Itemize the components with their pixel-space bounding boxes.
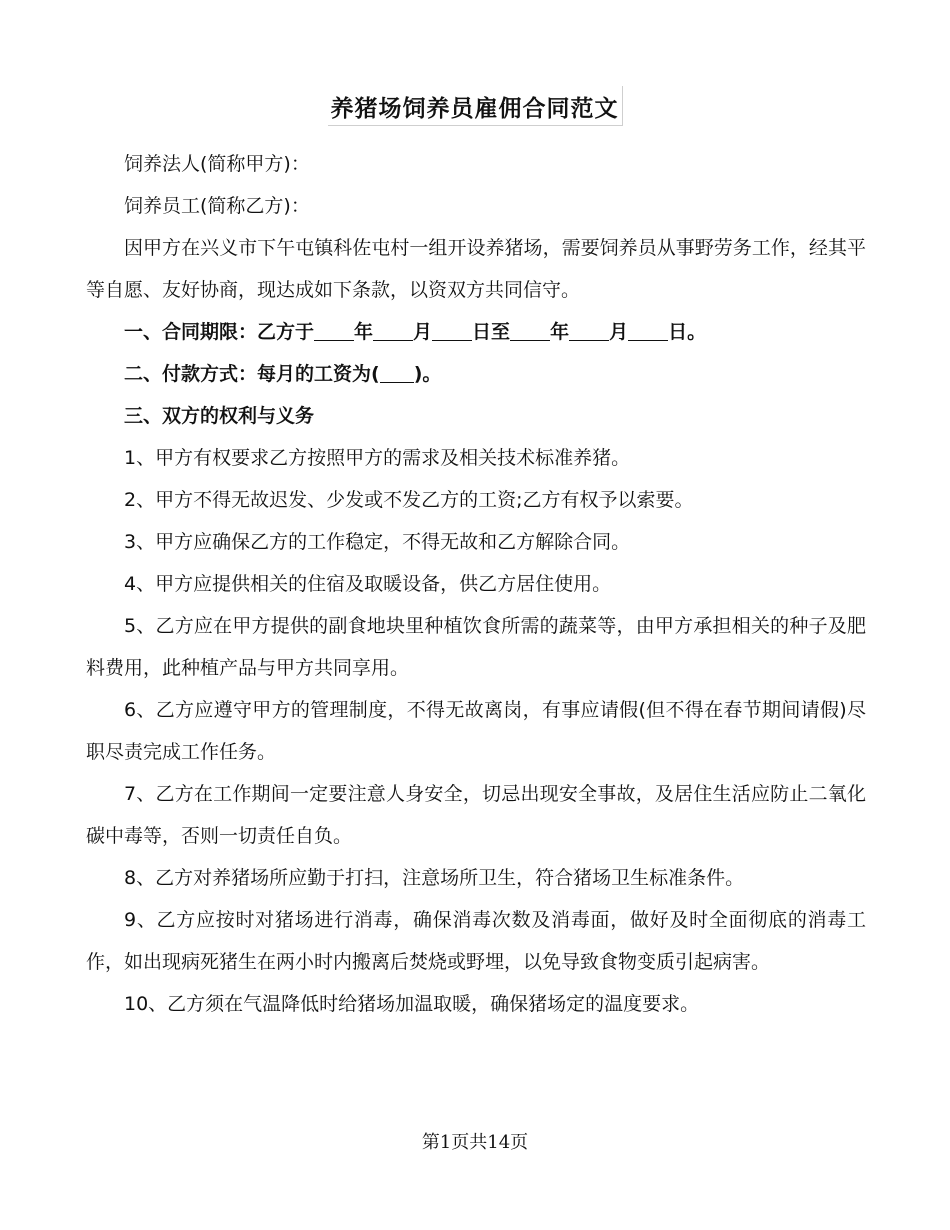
- clause-3: 3、甲方应确保乙方的工作稳定，不得无故和乙方解除合同。: [124, 531, 631, 553]
- document-title: 养猪场饲养员雇佣合同范文: [328, 86, 623, 126]
- blank-start-year: [314, 321, 354, 341]
- title-container: [0, 86, 950, 126]
- party-a-line: 饲养法人(简称甲方)：: [124, 153, 310, 175]
- blank-end-month: [569, 321, 609, 341]
- clause-6: 6、乙方应遵守甲方的管理制度，不得无故离岗，有事应请假(但不得在春节期间请假)尽职尽责完成工作任务。: [86, 699, 866, 763]
- clause-4: 4、甲方应提供相关的住宿及取暖设备，供乙方居住使用。: [124, 573, 612, 595]
- page-indicator: 第1页共14页: [421, 1132, 529, 1153]
- section-contract-term: [86, 311, 866, 353]
- party-b-line: 饲养员工(简称乙方)：: [124, 195, 310, 217]
- clause-5: 5、乙方应在甲方提供的副食地块里种植饮食所需的蔬菜等，由甲方承担相关的种子及肥料费用，此种植产品与甲方共同享用。: [86, 615, 866, 679]
- start-day-label: 日至: [472, 321, 511, 343]
- clause-10: 10、乙方须在气温降低时给猪场加温取暖，确保猪场定的温度要求。: [124, 993, 700, 1015]
- blank-start-month: [373, 321, 413, 341]
- document-body: [86, 143, 866, 1025]
- end-year-label: 年: [550, 321, 570, 343]
- contract-term-prefix: 一、合同期限：乙方于: [124, 321, 315, 343]
- clause-1: 1、甲方有权要求乙方按照甲方的需求及相关技术标准养猪。: [124, 447, 631, 469]
- start-year-label: 年: [354, 321, 374, 343]
- blank-start-day: [432, 321, 472, 341]
- blank-end-day: [628, 321, 668, 341]
- clause-2: 2、甲方不得无故迟发、少发或不发乙方的工资;乙方有权予以索要。: [124, 489, 694, 511]
- page-footer: [0, 1128, 950, 1154]
- blank-end-year: [510, 321, 550, 341]
- section-payment: [86, 353, 866, 395]
- start-month-label: 月: [413, 321, 433, 343]
- blank-salary: [380, 363, 414, 383]
- end-month-label: 月: [609, 321, 629, 343]
- payment-suffix: )。: [413, 363, 442, 385]
- clause-8: 8、乙方对养猪场所应勤于打扫，注意场所卫生，符合猪场卫生标准条件。: [124, 867, 745, 889]
- section-rights-title: 三、双方的权利与义务: [124, 405, 315, 427]
- intro-paragraph: 因甲方在兴义市下午屯镇科佐屯村一组开设养猪场，需要饲养员从事野劳务工作，经其平等自愿、友好协商，现达成如下条款，以资双方共同信守。: [86, 237, 866, 301]
- clause-7: 7、乙方在工作期间一定要注意人身安全，切忌出现安全事故，及居住生活应防止二氧化碳中毒等，否则一切责任自负。: [86, 783, 866, 847]
- payment-prefix: 二、付款方式：每月的工资为(: [124, 363, 380, 385]
- end-day-label: 日。: [668, 321, 707, 343]
- clause-9: 9、乙方应按时对猪场进行消毒，确保消毒次数及消毒面，做好及时全面彻底的消毒工作，如出现病死猪生在两小时内搬离后焚烧或野埋，以免导致食物变质引起病害。: [86, 909, 866, 973]
